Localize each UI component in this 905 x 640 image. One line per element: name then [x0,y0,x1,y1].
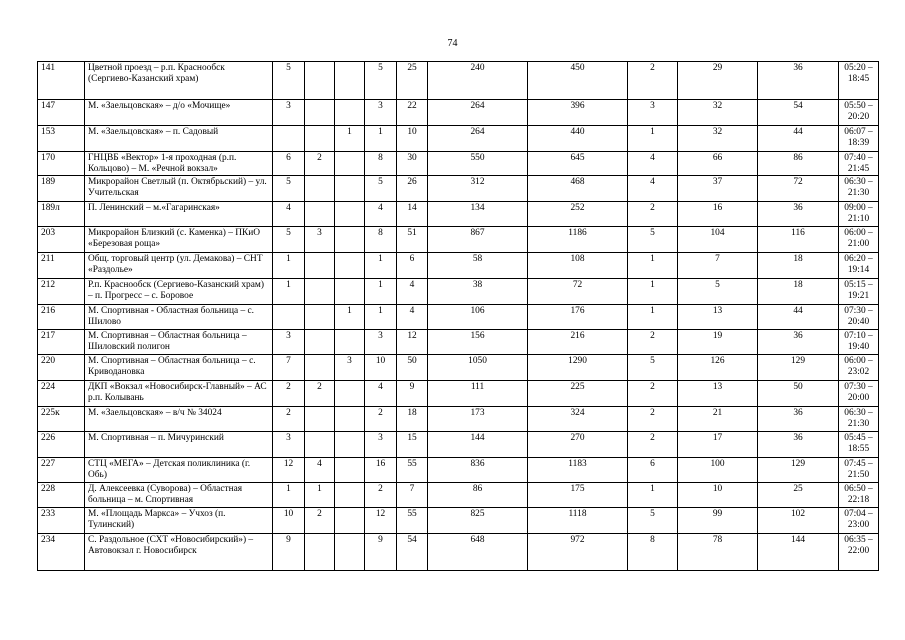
table-row [38,508,879,534]
route-name: П. Ленинский – м.«Гагаринская» [85,202,273,227]
cell-c6: 134 [428,202,528,227]
cell-c1: 2 [273,407,305,432]
route-number: 224 [38,381,85,407]
cell-c9: 66 [678,152,758,176]
cell-c10: 36 [758,202,839,227]
cell-c8: 4 [628,152,678,176]
cell-c1: 9 [273,534,305,571]
cell-c8: 4 [628,176,678,202]
cell-c3 [335,62,365,100]
cell-c7: 72 [528,279,628,305]
cell-c10: 144 [758,534,839,571]
cell-c9: 100 [678,458,758,483]
table-row [38,227,879,253]
cell-c5: 9 [397,381,428,407]
route-name: М. Спортивная - Областная больница – с. Шилово [85,305,273,330]
route-number: 225к [38,407,85,432]
route-time: 06:07 – 18:39 [839,126,879,152]
cell-c10: 44 [758,305,839,330]
cell-c5: 4 [397,305,428,330]
route-name: Микрорайон Светлый (п. Октябрьский) – ул. Учительская [85,176,273,202]
cell-c1: 6 [273,152,305,176]
route-name: Д. Алексеевка (Суворова) – Областная больница – м. Спортивная [85,483,273,508]
cell-c7: 1186 [528,227,628,253]
cell-c5: 10 [397,126,428,152]
cell-c10: 86 [758,152,839,176]
cell-c9: 126 [678,355,758,381]
cell-c4: 12 [365,508,397,534]
table-row [38,432,879,458]
cell-c6: 106 [428,305,528,330]
cell-c8: 1 [628,483,678,508]
route-number: 234 [38,534,85,571]
cell-c1: 1 [273,279,305,305]
cell-c2 [305,355,335,381]
cell-c4: 3 [365,330,397,355]
table-row [38,126,879,152]
cell-c9: 78 [678,534,758,571]
cell-c7: 1183 [528,458,628,483]
route-name: Микрорайон Близкий (с. Каменка) – ПКиО «Березовая роща» [85,227,273,253]
cell-c2 [305,279,335,305]
route-time: 07:04 – 23:00 [839,508,879,534]
cell-c1 [273,126,305,152]
cell-c10: 129 [758,355,839,381]
cell-c7: 1290 [528,355,628,381]
cell-c5: 55 [397,458,428,483]
cell-c7: 270 [528,432,628,458]
route-number: 189 [38,176,85,202]
cell-c9: 29 [678,62,758,100]
table-row [38,202,879,227]
cell-c5: 55 [397,508,428,534]
cell-c7: 468 [528,176,628,202]
cell-c4: 1 [365,253,397,279]
cell-c3 [335,227,365,253]
cell-c1: 1 [273,253,305,279]
cell-c6: 1050 [428,355,528,381]
route-number: 147 [38,100,85,126]
cell-c3 [335,508,365,534]
cell-c7: 972 [528,534,628,571]
route-number: 203 [38,227,85,253]
cell-c4: 16 [365,458,397,483]
route-name: Цветной проезд – р.п. Краснообск (Сергиево-Казанский храм) [85,62,273,100]
cell-c10: 36 [758,407,839,432]
route-name: ДКП «Вокзал «Новосибирск-Главный» – АС р.п. Колывань [85,381,273,407]
cell-c9: 13 [678,305,758,330]
cell-c6: 550 [428,152,528,176]
cell-c3 [335,330,365,355]
cell-c9: 32 [678,126,758,152]
cell-c2: 2 [305,152,335,176]
cell-c2: 4 [305,458,335,483]
cell-c9: 7 [678,253,758,279]
table-row [38,458,879,483]
cell-c9: 32 [678,100,758,126]
table-row [38,483,879,508]
route-name: СТЦ «МЕГА» – Детская поликлиника (г. Обь) [85,458,273,483]
cell-c2 [305,330,335,355]
route-time: 07:30 – 20:40 [839,305,879,330]
route-time: 06:00 – 23:02 [839,355,879,381]
cell-c3: 1 [335,305,365,330]
cell-c6: 111 [428,381,528,407]
route-name: М. Спортивная – п. Мичуринский [85,432,273,458]
cell-c1: 7 [273,355,305,381]
route-time: 06:50 – 22:18 [839,483,879,508]
cell-c1: 2 [273,381,305,407]
cell-c4: 5 [365,62,397,100]
cell-c6: 264 [428,126,528,152]
cell-c8: 5 [628,508,678,534]
cell-c9: 13 [678,381,758,407]
routes-table-body [38,62,879,571]
route-name: М. «Заельцовская» – п. Садовый [85,126,273,152]
route-number: 228 [38,483,85,508]
cell-c1: 5 [273,62,305,100]
cell-c2 [305,126,335,152]
route-time: 07:40 – 21:45 [839,152,879,176]
route-number: 170 [38,152,85,176]
cell-c7: 216 [528,330,628,355]
cell-c2 [305,534,335,571]
cell-c4: 1 [365,305,397,330]
cell-c3 [335,381,365,407]
cell-c4: 3 [365,432,397,458]
route-time: 05:45 – 18:55 [839,432,879,458]
table-row [38,62,879,100]
cell-c7: 108 [528,253,628,279]
route-name: М. «Площадь Маркса» – Учхоз (п. Тулинский) [85,508,273,534]
route-number: 233 [38,508,85,534]
cell-c2: 1 [305,483,335,508]
cell-c8: 3 [628,100,678,126]
cell-c5: 18 [397,407,428,432]
cell-c3 [335,458,365,483]
cell-c8: 2 [628,407,678,432]
cell-c4: 8 [365,227,397,253]
cell-c10: 44 [758,126,839,152]
cell-c6: 825 [428,508,528,534]
table-row [38,355,879,381]
cell-c2 [305,407,335,432]
cell-c2: 3 [305,227,335,253]
route-time: 05:20 – 18:45 [839,62,879,100]
route-time: 06:30 – 21:30 [839,176,879,202]
cell-c1: 12 [273,458,305,483]
cell-c5: 4 [397,279,428,305]
cell-c5: 15 [397,432,428,458]
route-name: С. Раздольное (СХТ «Новосибирский») – Автовокзал г. Новосибирск [85,534,273,571]
cell-c8: 1 [628,126,678,152]
cell-c5: 26 [397,176,428,202]
cell-c7: 225 [528,381,628,407]
cell-c5: 6 [397,253,428,279]
cell-c10: 116 [758,227,839,253]
cell-c9: 104 [678,227,758,253]
cell-c10: 72 [758,176,839,202]
cell-c1: 3 [273,432,305,458]
cell-c7: 440 [528,126,628,152]
cell-c2 [305,305,335,330]
cell-c5: 54 [397,534,428,571]
cell-c5: 7 [397,483,428,508]
route-name: М. Спортивная – Областная больница – Шиловский полигон [85,330,273,355]
route-time: 07:30 – 20:00 [839,381,879,407]
cell-c5: 14 [397,202,428,227]
route-time: 05:50 – 20:20 [839,100,879,126]
cell-c3 [335,534,365,571]
cell-c10: 129 [758,458,839,483]
cell-c2 [305,62,335,100]
cell-c10: 50 [758,381,839,407]
cell-c3 [335,279,365,305]
route-time: 06:30 – 21:30 [839,407,879,432]
cell-c8: 2 [628,432,678,458]
route-time: 07:45 – 21:50 [839,458,879,483]
cell-c8: 8 [628,534,678,571]
cell-c2 [305,176,335,202]
table-row [38,176,879,202]
cell-c1: 3 [273,100,305,126]
route-number: 212 [38,279,85,305]
cell-c1 [273,305,305,330]
route-time: 05:15 – 19:21 [839,279,879,305]
cell-c7: 645 [528,152,628,176]
cell-c6: 173 [428,407,528,432]
cell-c1: 5 [273,227,305,253]
cell-c5: 12 [397,330,428,355]
cell-c4: 2 [365,407,397,432]
cell-c5: 25 [397,62,428,100]
cell-c10: 18 [758,253,839,279]
route-name: М. «Заельцовская» – в/ч № 34024 [85,407,273,432]
cell-c4: 2 [365,483,397,508]
cell-c4: 10 [365,355,397,381]
cell-c7: 1118 [528,508,628,534]
cell-c2 [305,432,335,458]
cell-c8: 5 [628,227,678,253]
route-time: 07:10 – 19:40 [839,330,879,355]
cell-c5: 22 [397,100,428,126]
cell-c8: 2 [628,202,678,227]
table-row [38,253,879,279]
route-number: 216 [38,305,85,330]
cell-c4: 5 [365,176,397,202]
cell-c5: 51 [397,227,428,253]
cell-c6: 156 [428,330,528,355]
table-row [38,407,879,432]
route-name: М. Спортивная – Областная больница – с. Криводановка [85,355,273,381]
cell-c5: 50 [397,355,428,381]
cell-c9: 16 [678,202,758,227]
cell-c1: 1 [273,483,305,508]
cell-c5: 30 [397,152,428,176]
cell-c6: 144 [428,432,528,458]
cell-c2 [305,202,335,227]
cell-c9: 19 [678,330,758,355]
cell-c6: 86 [428,483,528,508]
cell-c7: 396 [528,100,628,126]
page-number: 74 [447,38,458,49]
cell-c8: 6 [628,458,678,483]
route-name: Общ. торговый центр (ул. Демакова) – СНТ «Раздолье» [85,253,273,279]
route-number: 227 [38,458,85,483]
cell-c3 [335,483,365,508]
cell-c8: 2 [628,381,678,407]
table-row [38,534,879,571]
cell-c9: 21 [678,407,758,432]
cell-c3 [335,152,365,176]
cell-c3 [335,100,365,126]
cell-c9: 17 [678,432,758,458]
cell-c4: 4 [365,381,397,407]
table-row [38,381,879,407]
cell-c3 [335,407,365,432]
cell-c1: 3 [273,330,305,355]
cell-c3: 1 [335,126,365,152]
route-time: 06:35 – 22:00 [839,534,879,571]
cell-c4: 1 [365,126,397,152]
cell-c1: 5 [273,176,305,202]
cell-c2 [305,100,335,126]
cell-c8: 1 [628,279,678,305]
cell-c4: 9 [365,534,397,571]
cell-c3 [335,202,365,227]
cell-c8: 2 [628,330,678,355]
route-time: 06:00 – 21:00 [839,227,879,253]
table-row [38,330,879,355]
route-number: 217 [38,330,85,355]
cell-c2: 2 [305,381,335,407]
cell-c3: 3 [335,355,365,381]
cell-c4: 4 [365,202,397,227]
table-row [38,279,879,305]
cell-c6: 836 [428,458,528,483]
cell-c6: 867 [428,227,528,253]
route-name: М. «Заельцовская» – д/о «Мочище» [85,100,273,126]
cell-c8: 1 [628,253,678,279]
cell-c9: 5 [678,279,758,305]
cell-c7: 252 [528,202,628,227]
cell-c6: 240 [428,62,528,100]
cell-c10: 54 [758,100,839,126]
cell-c7: 324 [528,407,628,432]
route-name: ГНЦВБ «Вектор» 1-я проходная (р.п. Кольцово) – М. «Речной вокзал» [85,152,273,176]
route-number: 226 [38,432,85,458]
cell-c4: 8 [365,152,397,176]
cell-c8: 5 [628,355,678,381]
route-number: 153 [38,126,85,152]
cell-c3 [335,253,365,279]
cell-c10: 36 [758,432,839,458]
table-row [38,305,879,330]
route-number: 141 [38,62,85,100]
cell-c7: 450 [528,62,628,100]
cell-c10: 102 [758,508,839,534]
cell-c10: 36 [758,62,839,100]
cell-c2 [305,253,335,279]
cell-c8: 2 [628,62,678,100]
route-number: 211 [38,253,85,279]
route-time: 06:20 – 19:14 [839,253,879,279]
route-name: Р.п. Краснообск (Сергиево-Казанский храм) – п. Прогресс – с. Боровое [85,279,273,305]
route-number: 189л [38,202,85,227]
cell-c10: 18 [758,279,839,305]
cell-c9: 99 [678,508,758,534]
cell-c8: 1 [628,305,678,330]
cell-c6: 312 [428,176,528,202]
table-row [38,100,879,126]
cell-c10: 25 [758,483,839,508]
route-time: 09:00 – 21:10 [839,202,879,227]
cell-c6: 58 [428,253,528,279]
cell-c7: 175 [528,483,628,508]
cell-c6: 38 [428,279,528,305]
cell-c6: 648 [428,534,528,571]
routes-table [37,61,879,571]
cell-c4: 3 [365,100,397,126]
cell-c9: 37 [678,176,758,202]
cell-c9: 10 [678,483,758,508]
cell-c2: 2 [305,508,335,534]
cell-c3 [335,432,365,458]
cell-c1: 10 [273,508,305,534]
cell-c3 [335,176,365,202]
cell-c7: 176 [528,305,628,330]
cell-c1: 4 [273,202,305,227]
cell-c4: 1 [365,279,397,305]
cell-c10: 36 [758,330,839,355]
route-number: 220 [38,355,85,381]
cell-c6: 264 [428,100,528,126]
table-row [38,152,879,176]
